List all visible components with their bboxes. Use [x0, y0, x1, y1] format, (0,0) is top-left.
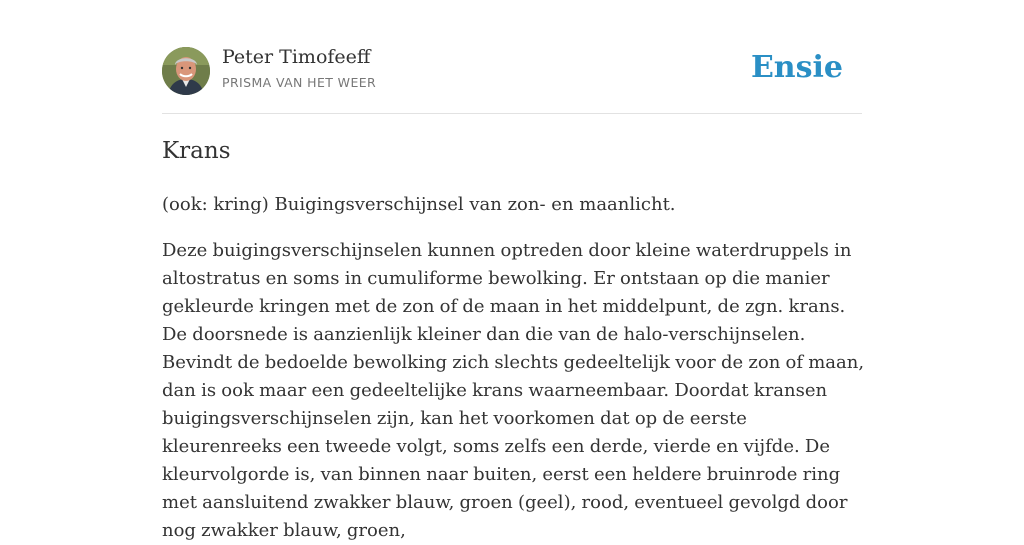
- article-title: Krans: [162, 138, 231, 164]
- article-lead: (ook: kring) Buigingsverschijnsel van zon- en maanlicht.: [162, 194, 676, 215]
- article-body: Deze buigingsverschijnselen kunnen optreden door kleine waterdruppels in altostratus en soms in cumuliforme bewolking. Er ontstaan op die manier gekleurde kringen met de zon of de maan in het middelpunt, de zgn. krans. De doorsnede is aanzienlijk kleiner dan die van de halo-verschijnselen. Bevindt de bedoelde bewolking zich slechts gedeeltelijk voor de zon of maan, dan is ook maar een gedeeltelijke krans waarneembaar. Doordat kransen buigingsverschijnselen zijn, kan het voorkomen dat op de eerste kleurenreeks een tweede volgt, soms zelfs een derde, vierde en vijfde. De kleurvolgorde is, van binnen naar buiten, eerst een heldere bruinrode ring met aansluitend zwakker blauw, groen (geel), rood, eventueel gevolgd door nog zwakker blauw, groen,: [162, 240, 865, 541]
- author-source[interactable]: PRISMA VAN HET WEER: [222, 75, 377, 90]
- author-header: [162, 46, 862, 96]
- ensie-logo[interactable]: Ensie: [750, 50, 843, 85]
- author-name[interactable]: Peter Timofeeff: [222, 46, 371, 68]
- author-avatar[interactable]: [162, 47, 210, 95]
- author-photo-icon: [162, 47, 210, 95]
- header-divider: [162, 113, 862, 114]
